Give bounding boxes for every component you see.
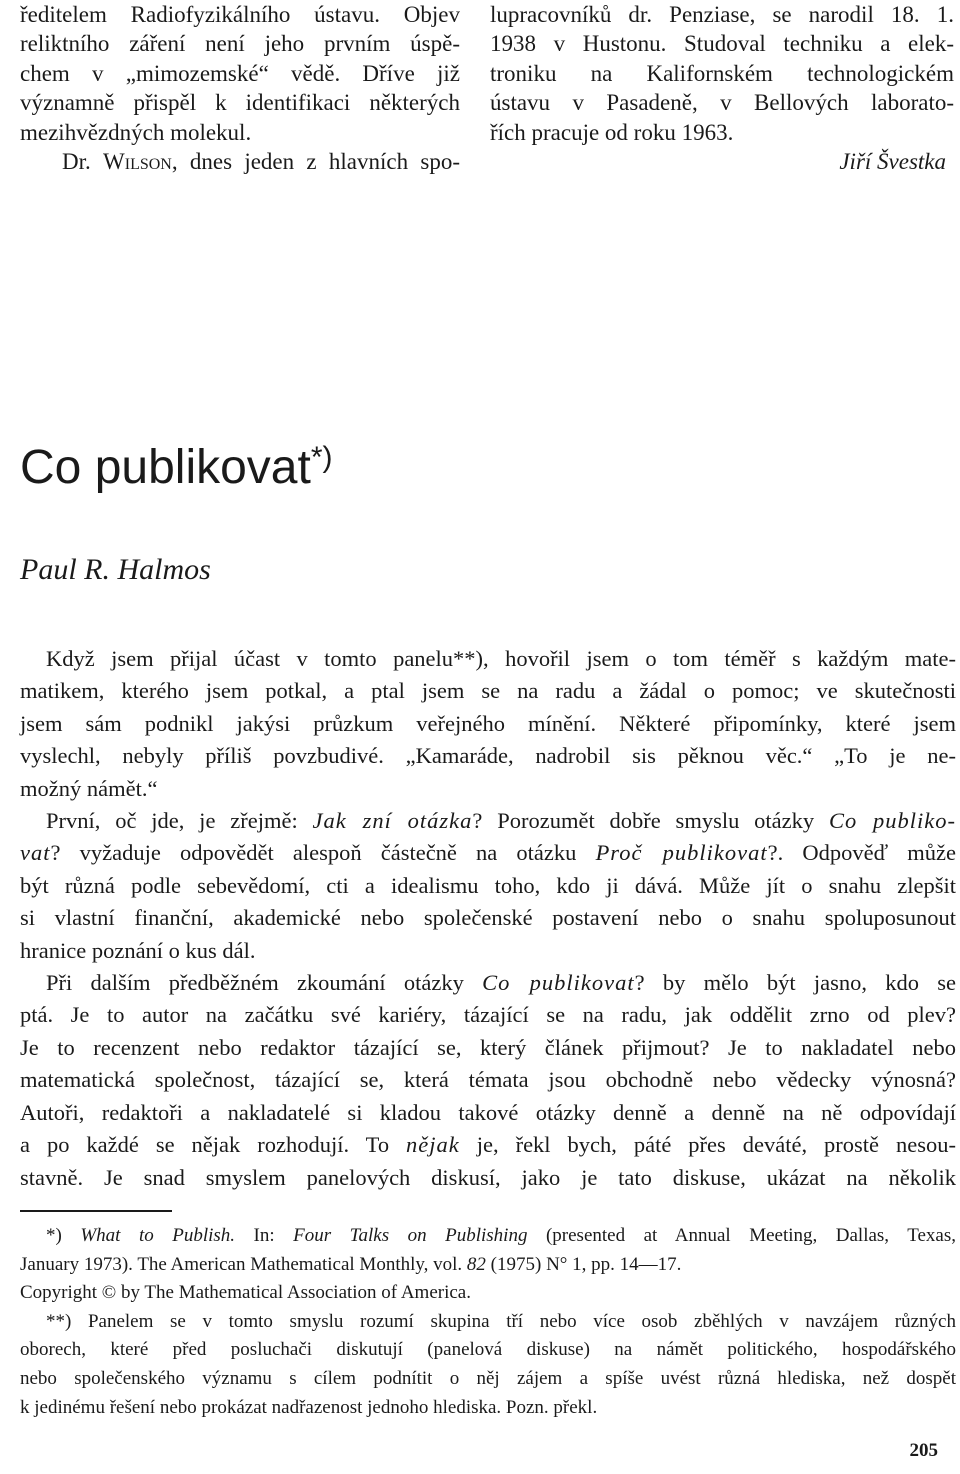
text-line: chem v „mimozemské“ vědě. Dříve již — [20, 60, 460, 86]
text-run: Dr. — [62, 149, 104, 175]
footnote-marker: *) — [310, 441, 333, 474]
text-line: Když jsem přijal účast v tomto panelu**), hovořil jsem o tom téměř s každým mate- — [46, 646, 956, 671]
emphasis: vat — [20, 840, 51, 866]
footnote-line: Copyright © by The Mathematical Association of America. — [20, 1282, 471, 1304]
footnote-line: k jedinému řešení nebo prokázat nadřazenost jednoho hlediska. Pozn. překl. — [20, 1396, 598, 1418]
text-line: být různá podle sebevědomí, cti a idealismu toho, kdo ji dává. Může jít o snahu zlepšit — [20, 872, 956, 898]
footnote-line — [20, 1251, 956, 1280]
emphasis: 82 — [466, 1253, 486, 1275]
emphasis: Co publiko- — [828, 808, 956, 834]
footnote-line: oborech, které před posluchači diskutují (panelová diskuse) na námět politického, hospodářského — [20, 1339, 956, 1361]
text-line — [20, 967, 956, 999]
text-line — [20, 837, 956, 869]
text-line — [20, 147, 460, 176]
emphasis: Co publikovat — [482, 970, 635, 996]
page-number: 205 — [909, 1440, 938, 1461]
footnote-line: **) Panelem se v tomto smyslu rozumí skupina tří nebo více osob zběhlých v navzájem různých — [46, 1310, 956, 1332]
emphasis: What to Publish. — [80, 1225, 236, 1246]
text-run: (1975) N° 1, pp. 14—17. — [485, 1253, 682, 1275]
text-line: lupracovníků dr. Penziase, se narodil 18. 1. — [490, 2, 954, 27]
text-line: jsem sám podnikl jakýsi průzkum veřejného mínění. Některé připomínky, které jsem — [20, 710, 956, 736]
text-run: ? by mělo být jasno, kdo se — [634, 970, 957, 996]
text-line: Autoři, redaktoři a nakladatelé si kladou takové otázky denně a denně na ně odpovídají — [20, 1099, 956, 1125]
text-line: ptá. Je to autor na začátku své kariéry, tázající se na radu, jak oddělit zrno od plev? — [20, 1002, 956, 1028]
translator-signature: Jiří Švestka — [839, 149, 946, 175]
emphasis: Jak zní otázka — [312, 808, 473, 834]
text-run: je, řekl bych, páté přes deváté, prostě nesou- — [459, 1132, 956, 1158]
text-run: Při dalším předběžném zkoumání otázky — [46, 970, 483, 996]
text-line: matikem, kterého jsem potkal, a ptal jsem se na radu a žádal o pomoc; ve skutečnosti — [20, 678, 956, 704]
text-run: ? vyžaduje odpovědět alespoň částečně na otázku — [50, 840, 596, 866]
text-line: si vlastní finanční, akademické nebo společenské postavení nebo o snahu spoluposunout — [20, 905, 956, 931]
text-run: , dnes jeden z hlavních spo- — [171, 149, 460, 175]
text-run: (presented at Annual Meeting, Dallas, Texas, — [527, 1225, 957, 1246]
text-line: hranice poznání o kus dál. — [20, 937, 256, 963]
article-author: Paul R. Halmos — [20, 553, 211, 586]
author-name-smallcaps: Wilson — [103, 149, 172, 175]
emphasis: Proč publikovat — [595, 840, 768, 866]
previous-article-left-column — [20, 0, 460, 176]
text-run: January 1973). The American Mathematical Monthly, vol. — [20, 1253, 467, 1275]
footnote-line — [20, 1222, 956, 1251]
text-run: První, oč jde, je zřejmě: — [46, 808, 313, 834]
text-line: Je to recenzent nebo redaktor tázající se, který článek přijmout? Je to nakladatel nebo — [20, 1034, 956, 1060]
text-line — [20, 1129, 956, 1161]
text-line: reliktního záření není jeho prvním úspě- — [20, 31, 460, 57]
text-run: ? Porozumět dobře smyslu otázky — [472, 808, 829, 834]
text-line: možný námět.“ — [20, 775, 158, 801]
text-line: matematická společnost, tázající se, která témata jsou obchodně nebo vědecky výnosná? — [20, 1067, 956, 1093]
text-line: troniku na Kalifornském technologickém — [490, 60, 954, 86]
footnotes — [20, 1222, 956, 1422]
text-run: In: — [235, 1225, 294, 1246]
text-run: *) — [46, 1225, 81, 1246]
article-body — [20, 643, 956, 1194]
text-line: významně přispěl k identifikaci některých — [20, 90, 460, 116]
text-line: ústavu v Pasadeně, v Bellových laborato- — [490, 90, 954, 116]
article-title-text: Co publikovat — [20, 441, 311, 494]
footnote-divider — [20, 1210, 172, 1212]
text-run: a po každé se nějak rozhodují. To — [20, 1132, 407, 1158]
article-title — [20, 440, 333, 495]
text-line: stavně. Je snad smyslem panelových diskusí, jako je tato diskuse, ukázat na několik — [20, 1164, 956, 1190]
emphasis: Four Talks on Publishing — [293, 1225, 528, 1246]
emphasis: nějak — [406, 1132, 460, 1158]
text-line: vyslechl, nebyly příliš povzbudivé. „Kamaráde, nadrobil sis pěknou věc.“ „To je ne- — [20, 743, 956, 769]
footnote-line: nebo společenského významu s cílem podnítit o něj zájem a spíše uvést různá hlediska, než dospět — [20, 1367, 956, 1389]
text-line — [20, 805, 956, 837]
text-line: 1938 v Hustonu. Studoval techniku a elek- — [490, 31, 954, 57]
previous-article-right-column — [490, 0, 954, 176]
text-line: mezihvězdných molekul. — [20, 119, 252, 145]
text-line: ředitelem Radiofyzikálního ústavu. Objev — [20, 2, 460, 27]
text-run: ?. Odpověď může — [767, 840, 956, 866]
text-line: řích pracuje od roku 1963. — [490, 119, 734, 145]
